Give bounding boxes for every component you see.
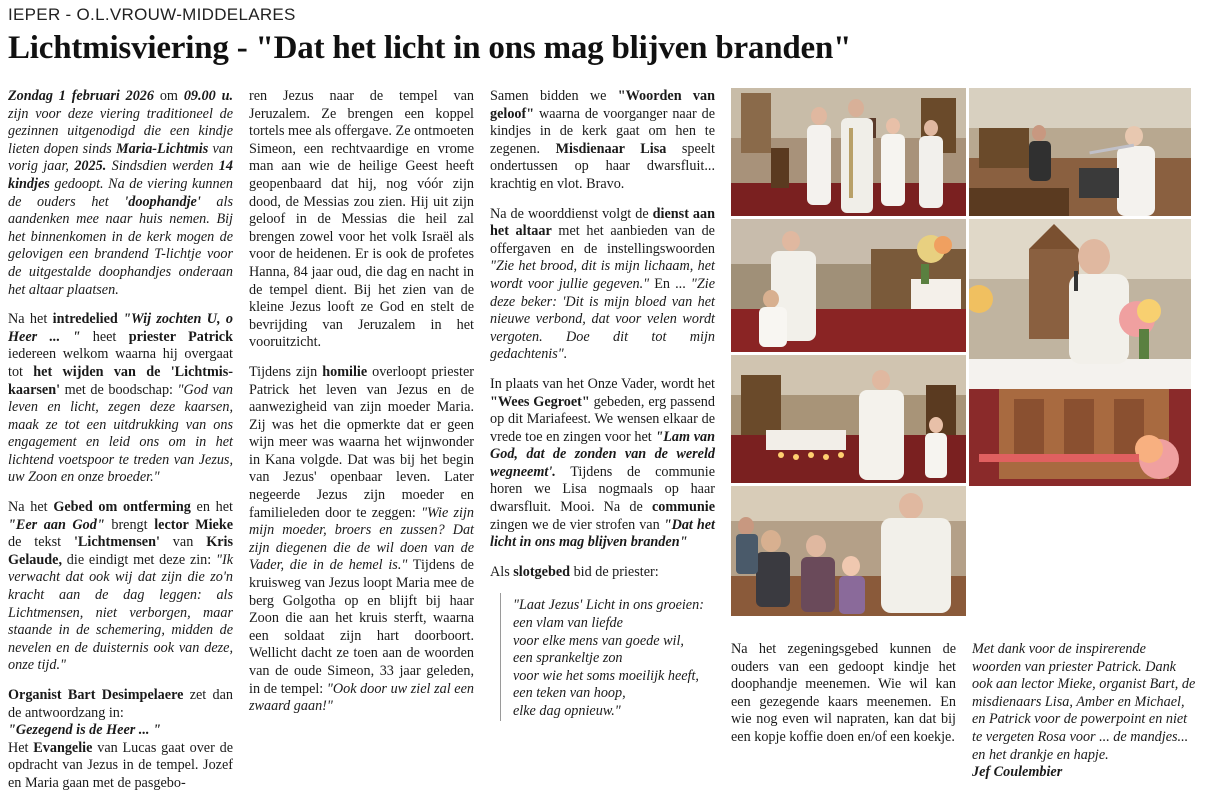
text-run: ren Jezus naar de tempel van Jeruzalem. Ze brengen een koppel tortels mee als offergave. Ze ontmoeten Simeon, een rechtvaardige en vrome man aan wie de heilige Geest heeft geopenbaard dat hij, nog vóór zijn dood, de Messias zou zien. Hij uit zijn geloof in de Messias die heil zal brengen zowel voor het volk Israël als voor de heidenen. Er is ook de profetes Hanna, 84 jaar oud, die dag en nacht in de tempel dient. Bij het zien van de kleine Jezus looft ze God en stelt de bevrijding van Jeruzalem in het vooruitzicht. <box>249 88 474 351</box>
text-run: gedoopt. Na de viering kunnen de ouders het <box>8 175 233 210</box>
text-run: "Eer aan God" <box>8 516 105 533</box>
text-run: Na het <box>8 311 53 328</box>
text-run: Kris Gelaude, <box>8 534 233 568</box>
text-run: In plaats van het Onze Vader, wordt het <box>490 375 715 392</box>
column-3 <box>490 88 715 721</box>
text-run: Met dank voor de inspirerende woorden van priester Patrick. Dank ook aan lector Mieke, organist Bart, de misdienaars Lisa, Amber en Michael, en Patrick voor de powerpoint en niet te vergeten Rosa voor ... de mandjes... en het drankje en hapje. <box>972 641 1196 763</box>
date-text: Zondag 1 februari 2026 <box>8 88 154 104</box>
text-run: van <box>159 534 207 551</box>
text-run: Na het zegeningsgebed kunnen de ouders van een gedoopt kindje het doophandje meenemen. Wie wil kan een gezegende kaars meenemen. En wie nog even wil napraten, kan dat bij een kopje koffie doen en/of een koekje. <box>731 641 956 745</box>
text-run: van vorig jaar, <box>8 140 233 175</box>
photo-collage <box>731 88 1195 616</box>
column-2 <box>249 88 474 716</box>
text-run: 2025. <box>74 158 107 175</box>
text-run: "Zie deze beker: 'Dit is mijn bloed van het nieuwe verbond, dat voor velen wordt vergoten. Doe dit tot mijn gedachtenis". <box>490 275 715 363</box>
text-run: lector Mieke <box>154 516 234 533</box>
text-run: 'Lichtmensen' <box>73 534 160 551</box>
text-run: met de boodschap: <box>60 381 178 398</box>
paragraph-homilie <box>249 364 474 716</box>
text-run: van Lucas gaat over de opdracht van Jezus in de tempel. Jozef en Maria gaan met de pasgebo- <box>8 739 233 791</box>
prayer-line: elke dag opnieuw." <box>513 703 621 719</box>
text-run: Gebed om ontferming <box>53 499 191 516</box>
text-run: "God van leven en licht, zegen deze kaarsen, maak ze tot een uitdrukking van ons engagement en leid ons om in het lichtend voetspoor te treden van Jezus, uw Zoon en onze broeder." <box>8 381 233 486</box>
headline: Lichtmisviering - "Dat het licht in ons mag blijven branden" <box>8 30 852 66</box>
text-run: gebeden, erg passend op dit Mariafeest. We wensen elkaar de vrede toe en zingen voor het <box>490 393 715 445</box>
text-run: 14 kindjes <box>8 158 233 192</box>
text-run: en het <box>190 499 233 516</box>
text-run: de tekst <box>8 534 74 551</box>
text-run: bid de priester: <box>570 563 659 580</box>
text-run: Tijdens de communie horen we Lisa nogmaals op haar dwarsfluit. Mooi. Na de <box>490 463 715 516</box>
text-run: met het aanbieden van de offergaven en de instellingswoorden <box>490 223 715 257</box>
signature: Jef Coulembier <box>972 764 1063 781</box>
prayer-line: voor wie het soms moeilijk heeft, <box>513 667 699 684</box>
text-run: waarna de voorganger naar de kindjes in de kerk gaat om hen te zegenen. <box>490 105 715 157</box>
text-run: Het <box>8 739 34 756</box>
credits <box>972 641 1197 782</box>
text-run: "Ik verwacht dat ook wij dat zijn die zo'n kracht aan de dag leggen: als Lichtmensen, niet verborgen, maar staande in de schemering, midden de nevelen en de duisternis ook van deze, onze tijd." <box>8 551 233 674</box>
text-run: 'doophandje' <box>124 193 201 210</box>
text-run: speelt ondertussen op haar dwarsfluit... krachtig en vlot. Bravo. <box>490 140 716 192</box>
prayer-line: een sprankeltje zon <box>513 650 623 667</box>
text-run: "Wij zochten U, o Heer ... " <box>8 311 233 345</box>
text-run: zet dan de antwoordzang in: <box>8 687 233 721</box>
text-run: "Ook door uw ziel zal een zwaard gaan!" <box>249 680 474 715</box>
kicker: IEPER - O.L.VROUW-MIDDELARES <box>8 5 296 24</box>
text-run: Tijdens zijn <box>249 363 323 380</box>
paragraph-altaar <box>490 206 715 364</box>
text-run: zingen we de vier strofen van <box>490 516 664 533</box>
text-run: slotgebed <box>513 563 571 580</box>
text-run: als aandenken mee naar huis nemen. Bij het binnenkomen in de kerk mogen de gelovigen een brandend T-lichtje voor de uitgestalde doophandjes onderaan het altaar plaatsen. <box>8 193 233 298</box>
paragraph-woorden <box>490 88 715 194</box>
text-run: En ... <box>649 275 691 292</box>
prayer-line: een teken van hoop, <box>513 685 626 702</box>
time-text: 09.00 u. <box>183 88 234 104</box>
text-run: Na de woorddienst volgt de <box>490 205 653 222</box>
text-run: communie <box>651 499 715 516</box>
text-run: "Wie zijn mijn moeder, broers en zussen? Dat zijn diegenen die de wil doen van de Vader, die in de hemel is." <box>249 504 474 574</box>
text-run: Samen bidden we <box>490 88 618 104</box>
text-run: Evangelie <box>33 739 93 756</box>
paragraph-intredelied <box>8 311 233 487</box>
text-run: "Gezegend is de Heer ... " <box>8 722 161 739</box>
photo-flute-player <box>969 88 1191 216</box>
blessing-note <box>731 641 956 747</box>
text-run: priester Patrick <box>128 328 233 345</box>
text-run: intredelied <box>52 311 118 328</box>
photo-blessing-child <box>731 219 966 352</box>
column-1 <box>8 88 233 793</box>
text-run: "Dat het licht in ons mag blijven branden" <box>490 516 715 551</box>
paragraph-communie <box>490 376 715 552</box>
paragraph-gebed <box>8 499 233 675</box>
text-run: Na het <box>8 499 54 516</box>
prayer-line: een vlam van liefde <box>513 615 623 632</box>
photo-blessing-family <box>731 486 966 616</box>
text-run: zijn voor deze viering traditioneel de gezinnen uitgenodigd die een kindje lieten dopen sinds <box>8 105 233 157</box>
text-run: Sindsdien werden <box>106 158 219 175</box>
text-run: dienst aan het altaar <box>490 205 716 240</box>
text-run: "Zie het brood, dit is mijn lichaam, het wordt voor jullie gegeven." <box>490 258 715 292</box>
text-run: "Lam van God, dat de zonden van de wereld wegneemt'. <box>490 428 715 480</box>
text-run: Organist Bart Desimpelaere <box>8 687 184 703</box>
prayer-line: voor elke mens van goede wil, <box>513 632 684 649</box>
text-run: Maria-Lichtmis <box>116 140 209 157</box>
text-run: Misdienaar Lisa <box>555 140 667 157</box>
photo-altar-candles <box>731 355 966 483</box>
text-run: Als <box>490 563 514 580</box>
paragraph-intro <box>8 88 233 299</box>
text-run: "Woorden van geloof" <box>490 88 715 122</box>
photo-altar-servers <box>731 88 966 216</box>
prayer-line: "Laat Jezus' Licht in ons groeien: <box>513 597 704 614</box>
text-run: die eindigt met deze zin: <box>62 551 217 568</box>
closing-prayer <box>500 593 715 720</box>
text-run: heet <box>80 328 129 345</box>
text-run: iedereen welkom waarna hij overgaat tot <box>8 346 233 380</box>
text-run: overloopt priester Patrick het leven van Jezus en de aanwezigheid van zijn moeder Maria. Zij was het die opmerkte dat er geen wijn meer was waarna het wijnwonder in Kana volgde. Dat was bij het begin van Jezus' openbaar leven. Later negeerde Jezus zijn moeder en familieleden door te zeggen: <box>249 363 474 521</box>
paragraph-organist <box>8 687 233 793</box>
text-run: Tijdens de kruisweg van Jezus loopt Maria mee de berg Golgotha op en blijft bij haar Zoon die aan het kruis sterft, waarna een soldaat zijn hart doorboort. Wellicht dacht ze toen aan de woorden van de oude Simeon, 33 jaar geleden, in de tempel: <box>249 557 474 697</box>
paragraph-tempel <box>249 88 474 352</box>
text-run: brengt <box>104 516 155 533</box>
text-run: om <box>154 88 184 104</box>
photo-priest-singing <box>969 219 1191 486</box>
text-run: het wijden van de 'Lichtmis-kaarsen' <box>8 363 233 398</box>
text-run: "Wees Gegroet" <box>490 393 590 410</box>
text-run: homilie <box>322 363 368 380</box>
paragraph-slotgebed <box>490 564 715 582</box>
